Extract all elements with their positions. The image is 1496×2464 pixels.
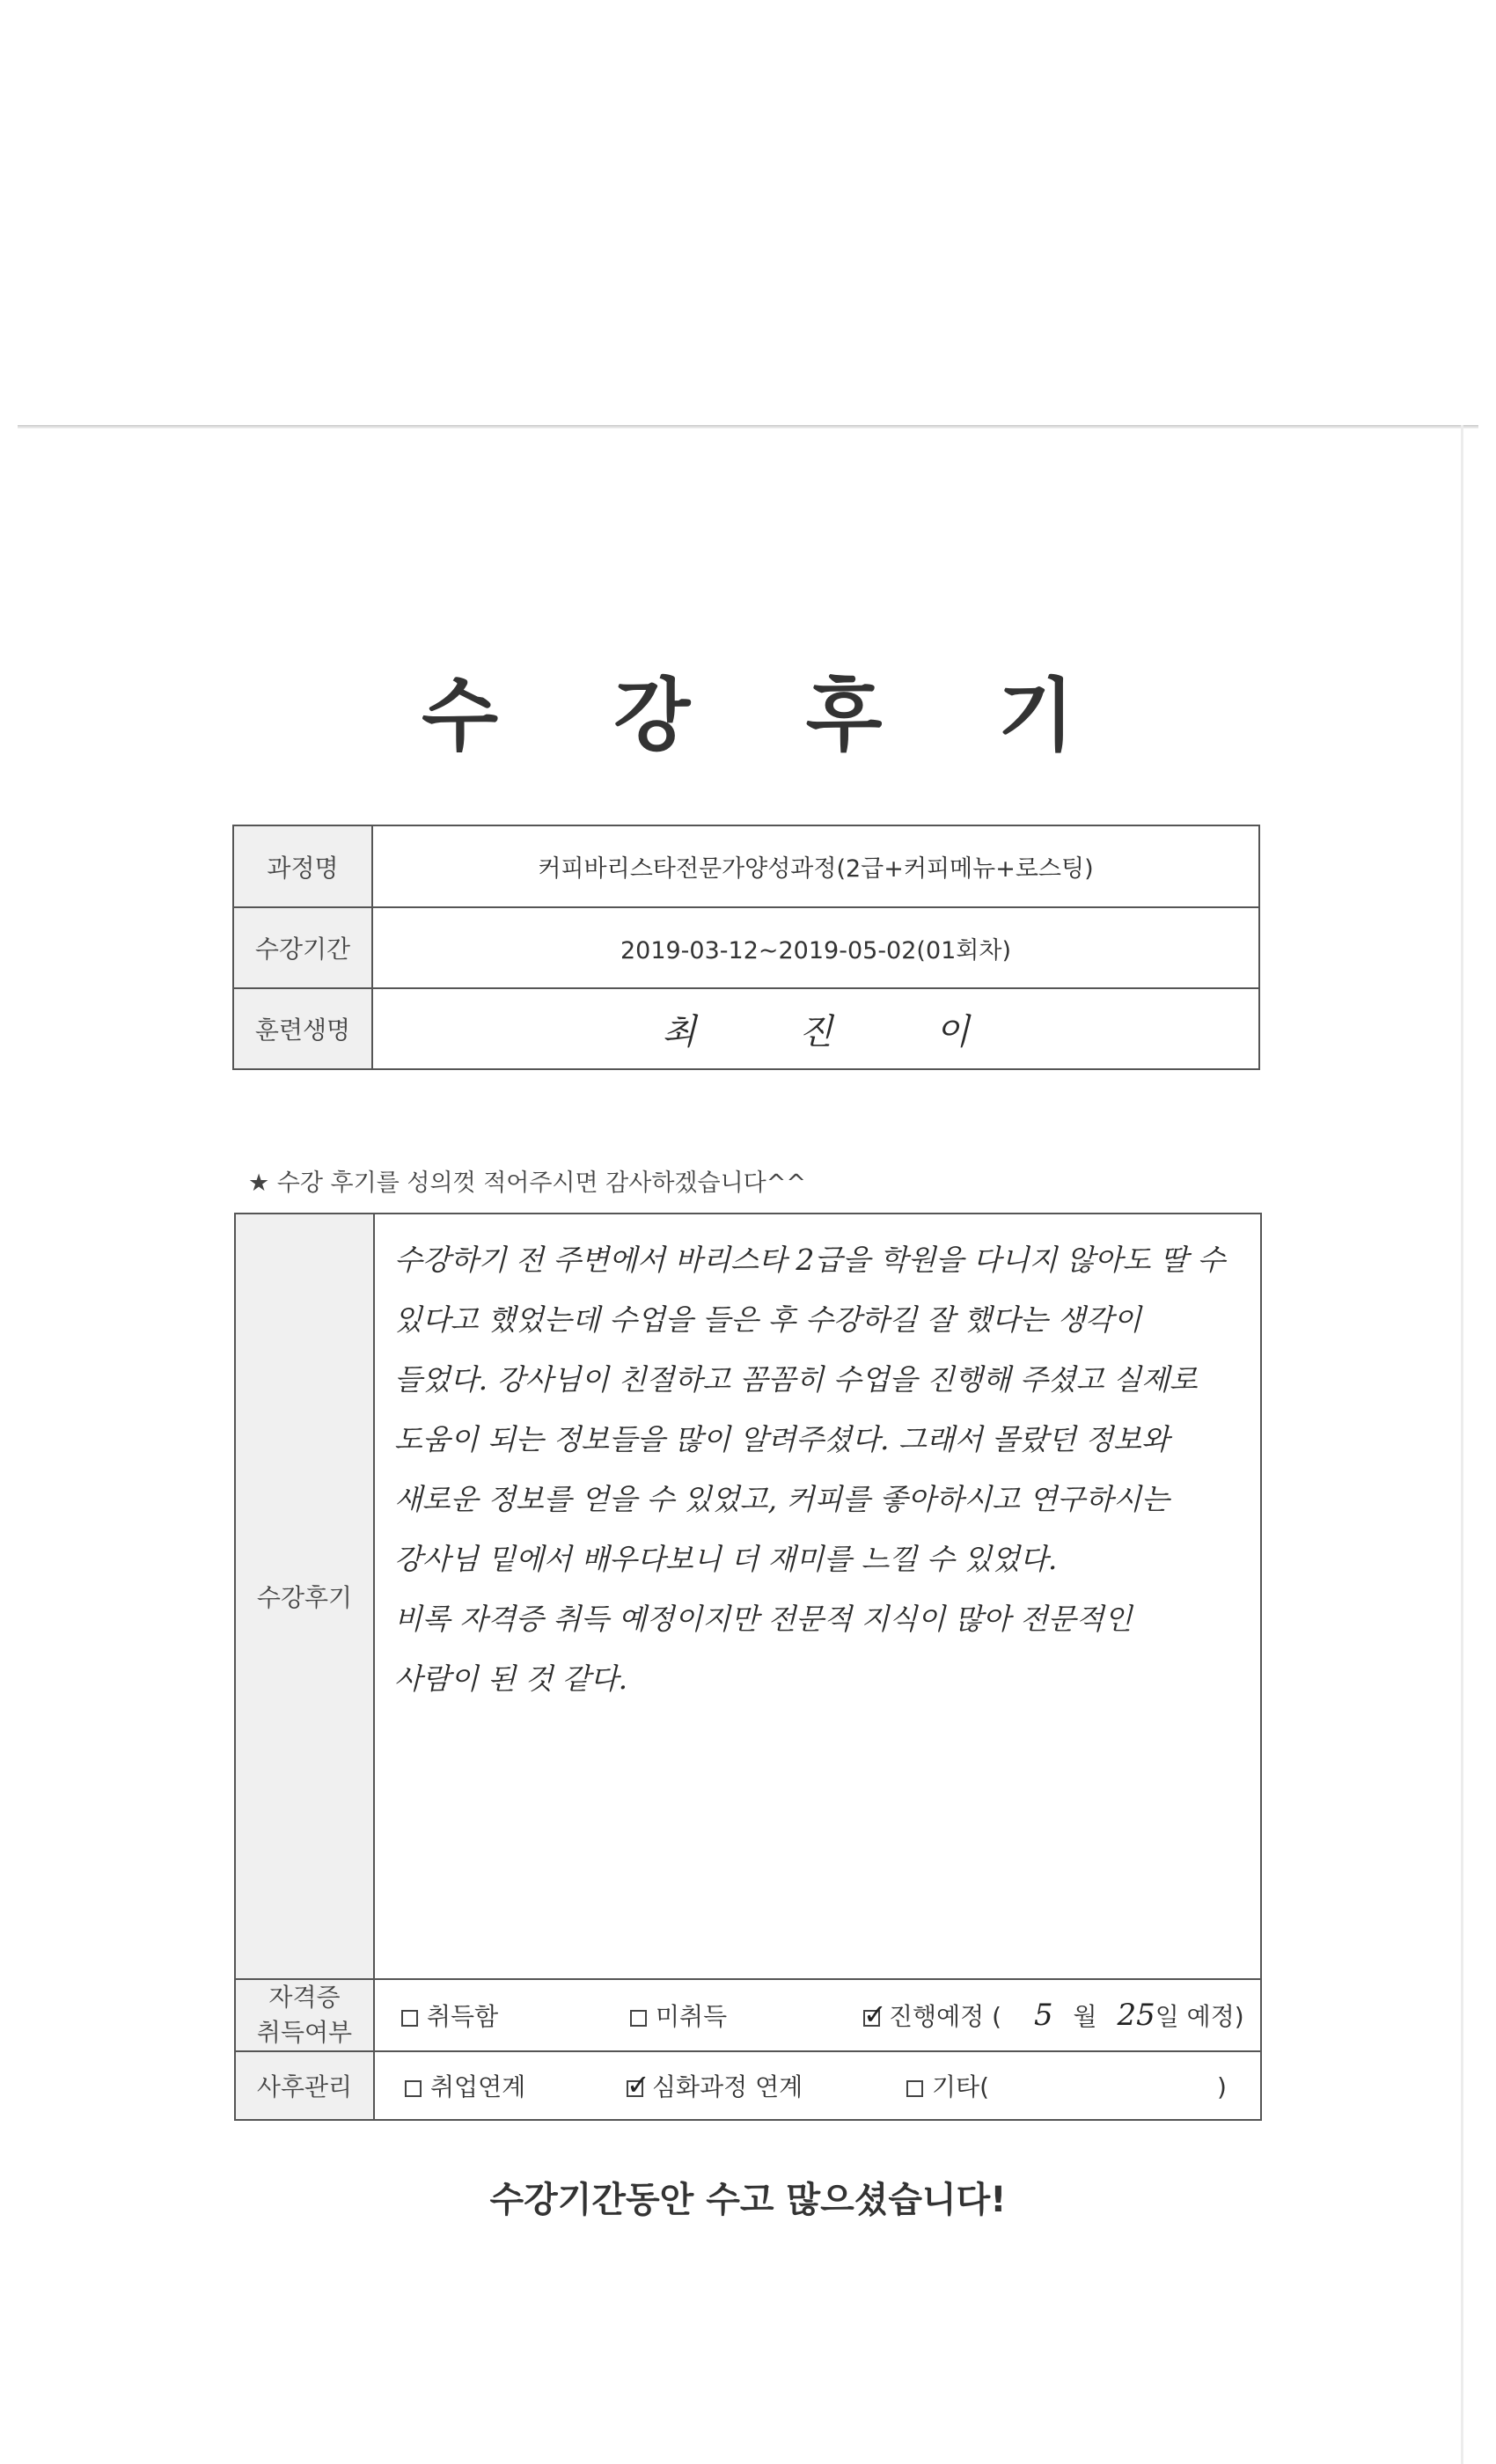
certificate-options — [374, 1979, 1261, 2051]
aftercare-row — [235, 2051, 1261, 2120]
option-advanced-course-label: 심화과정 연계 — [652, 2072, 803, 2101]
trainee-name: 최 진 이 — [662, 1011, 1016, 1052]
exam-month: 5 — [1033, 1998, 1053, 2033]
course-label: 과정명 — [233, 825, 372, 907]
option-other-label: 기타( — [932, 2072, 990, 2101]
day-suffix: 일 예정) — [1155, 2002, 1244, 2031]
option-obtained[interactable] — [401, 1998, 498, 2033]
period-label: 수강기간 — [233, 907, 372, 988]
month-unit: 월 — [1073, 2002, 1097, 2031]
option-not-obtained-label: 미취득 — [656, 2002, 728, 2031]
option-in-progress[interactable] — [863, 1998, 1244, 2033]
aftercare-options — [374, 2051, 1261, 2120]
course-info-table — [232, 825, 1260, 1070]
checkbox-in-progress[interactable] — [863, 1997, 887, 2031]
exam-day: 25 — [1117, 1998, 1155, 2033]
check-mark-icon: ✓ — [627, 2067, 650, 2101]
review-cell — [374, 1214, 1261, 1979]
trainee-label: 훈련생명 — [233, 988, 372, 1069]
certificate-label — [235, 1979, 374, 2051]
period-row — [233, 907, 1259, 988]
review-label: 수강후기 — [235, 1214, 374, 1979]
review-row — [235, 1214, 1261, 1979]
option-other-close: ) — [1216, 2072, 1227, 2101]
option-in-progress-label: 진행예정 ( — [889, 2002, 1002, 2031]
aftercare-label: 사후관리 — [235, 2051, 374, 2120]
closing-message: 수강기간동안 수고 많으셨습니다! — [489, 2180, 1007, 2220]
review-table — [234, 1213, 1262, 2121]
checkbox-not-obtained[interactable] — [630, 2010, 647, 2027]
option-not-obtained[interactable] — [630, 1998, 727, 2033]
review-text: 수강하기 전 주변에서 바리스타 2급을 학원을 다니지 않아도 딸 수 있다고 했었는데 수업을 들은 후 수강하길 잘 했다는 생각이 들었다. 강사님이 친절하고 꼼꼼히 수업을 진행해 주셨고 실제로 도움이 되는 정보들을 많이 알려주셨다. 그래서 몰랐던 정보와 새로운 정보를 얻을 수 있었고, 커피를 좋아하시고 연구하시는 강사님 밑에서 배우다보니 더 재미를 느낄 수 있었다. 비록 자격증 취득 예정이지만 전문적 지식이 많아 전문적인 사람이 된 것 같다. — [394, 1243, 1226, 1696]
check-mark-icon: ✓ — [863, 1997, 887, 2031]
checkbox-job-link[interactable] — [405, 2080, 422, 2097]
notice-text: ★ 수강 후기를 성의껏 적어주시면 감사하겠습니다^^ — [248, 1170, 807, 1197]
course-row — [233, 825, 1259, 907]
option-advanced-course[interactable] — [627, 2068, 803, 2103]
course-value: 커피바리스타전문가양성과정(2급+커피메뉴+로스팅) — [372, 825, 1259, 907]
option-obtained-label: 취득함 — [427, 2002, 499, 2031]
option-job-link-label: 취업연계 — [430, 2072, 526, 2101]
checkbox-obtained[interactable] — [401, 2010, 418, 2027]
checkbox-advanced-course[interactable] — [627, 2067, 650, 2101]
certificate-label-line2: 취득여부 — [256, 2018, 353, 2047]
option-other[interactable] — [906, 2068, 1227, 2103]
trainee-value-cell — [372, 988, 1259, 1069]
page-title: 수 강 후 기 — [422, 670, 1118, 762]
option-job-link[interactable] — [405, 2068, 525, 2103]
scan-edge — [18, 425, 1478, 429]
checkbox-other[interactable] — [906, 2080, 923, 2097]
trainee-row — [233, 988, 1259, 1069]
certificate-label-line1: 자격증 — [268, 1983, 341, 2012]
period-value: 2019-03-12~2019-05-02(01회차) — [372, 907, 1259, 988]
certificate-row — [235, 1979, 1261, 2051]
